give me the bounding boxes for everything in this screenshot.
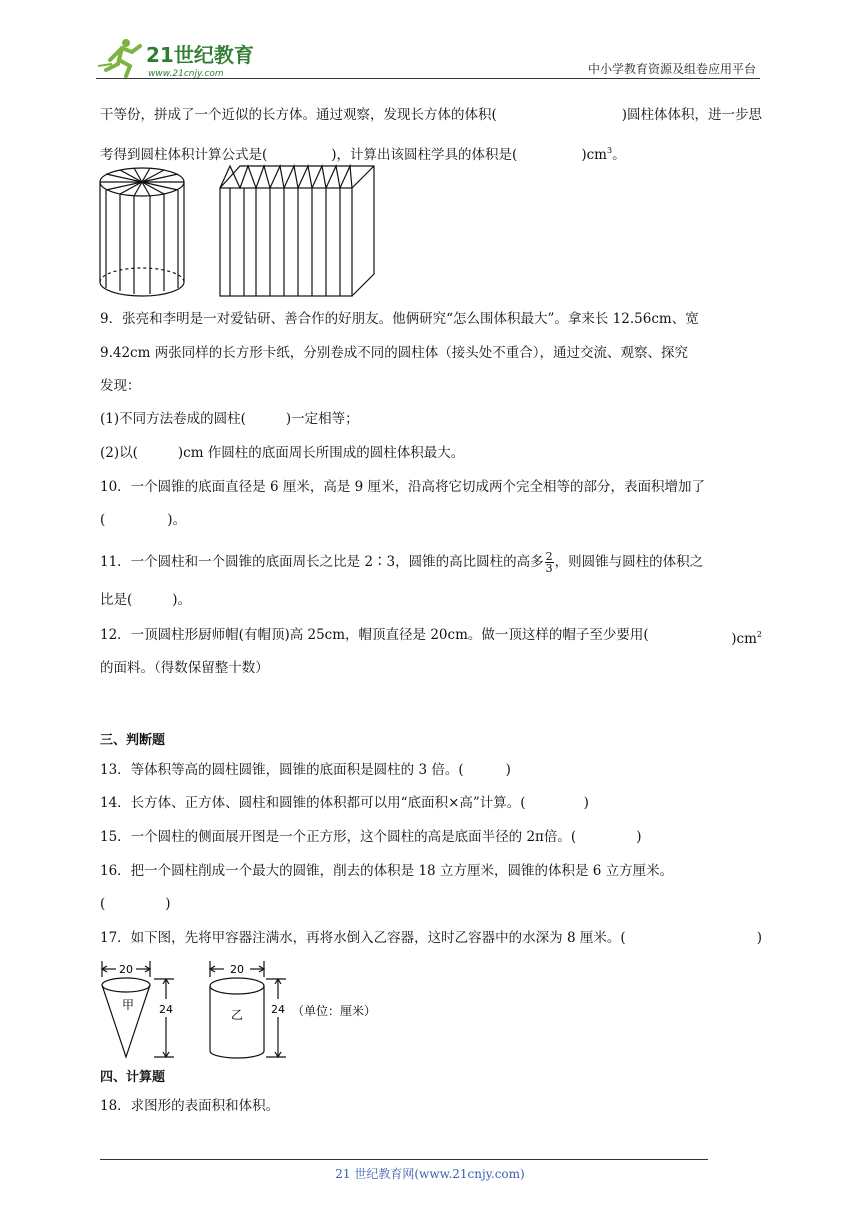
header-divider xyxy=(96,78,760,79)
q16-line1: 16．把一个圆柱削成一个最大的圆锥，削去的体积是 18 立方厘米，圆锥的体积是 6 立方厘米。 xyxy=(100,863,674,879)
q9-line3: 发现： xyxy=(100,378,141,394)
q12-line1: 12．一顶圆柱形厨师帽(有帽顶)高 25cm，帽顶直径是 20cm。做一顶这样的帽子至少要用( )$cm^2$ xyxy=(100,627,762,647)
q10-line2: ( )。 xyxy=(100,512,187,528)
q11-line2: 比是( )。 xyxy=(100,592,192,608)
svg-text:24: 24 xyxy=(159,1003,173,1016)
q9-sub1: (1)不同方法卷成的圆柱( )一定相等； xyxy=(100,411,359,427)
q18: 18．求图形的表面积和体积。 xyxy=(100,1098,280,1114)
q9-line2: 9.42cm 两张同样的长方形卡纸，分别卷成不同的圆柱体（接头处不重合），通过交流、观察、探究 xyxy=(100,345,688,361)
footer-divider xyxy=(100,1159,708,1160)
section-calculation-title: 四、计算题 xyxy=(100,1070,166,1085)
q16-line2: ( ) xyxy=(100,896,171,912)
q12-line2: 的面料。（得数保留整十数） xyxy=(100,660,269,676)
svg-text:乙: 乙 xyxy=(230,1008,244,1022)
site-logo xyxy=(96,36,266,80)
svg-text:www.21cnjy.com: www.21cnjy.com xyxy=(148,69,224,79)
q10-line1: 10．一个圆锥的底面直径是 6 厘米，高是 9 厘米，沿高将它切成两个完全相等的部分，表面积增加了 xyxy=(100,479,706,495)
runner-icon xyxy=(98,39,140,76)
cylinder-to-cuboid-figure xyxy=(96,160,386,300)
svg-text:21世纪教育: 21世纪教育 xyxy=(146,43,254,67)
q14: 14．长方体、正方体、圆柱和圆锥的体积都可以用“底面积×高”计算。( ) xyxy=(100,795,589,811)
svg-text:24: 24 xyxy=(271,1003,285,1016)
section-judgement-title: 三、判断题 xyxy=(100,733,166,748)
svg-text:20: 20 xyxy=(230,963,244,976)
q8-line1: 干等份，拼成了一个近似的长方体。通过观察，发现长方体的体积( )圆柱体体积，进一步思 xyxy=(100,107,762,123)
platform-name: 中小学教育资源及组卷应用平台 xyxy=(587,62,756,76)
svg-text:20: 20 xyxy=(119,963,133,976)
q17: 17．如下图，先将甲容器注满水，再将水倒入乙容器，这时乙容器中的水深为 8 厘米。( ) xyxy=(100,930,762,946)
footer-link[interactable]: 21 世纪教育网(www.21cnjy.com) xyxy=(335,1167,525,1181)
q11-line1: 11．一个圆柱和一个圆锥的底面周长之比是 2∶3，圆锥的高比圆柱的高多 $\frac{2}{3}$ ，则圆锥与圆柱的体积之 xyxy=(100,550,704,575)
fraction: $\frac{2}{3}$ xyxy=(545,550,553,575)
q13: 13．等体积等高的圆柱圆锥，圆锥的底面积是圆柱的 3 倍。( ) xyxy=(100,762,511,778)
cone-cylinder-figure xyxy=(96,957,406,1062)
q9-sub2: (2)以( )cm 作圆柱的底面周长所围成的圆柱体积最大。 xyxy=(100,445,465,461)
q15: 15．一个圆柱的侧面展开图是一个正方形，这个圆柱的高是底面半径的 2π倍。( ) xyxy=(100,829,642,845)
q8-line2: 考得到圆柱体积计算公式是( )，计算出该圆柱学具的体积是( )$cm^3$。 xyxy=(100,146,626,163)
svg-text:（单位：厘米）: （单位：厘米） xyxy=(292,1004,377,1018)
svg-text:甲: 甲 xyxy=(121,998,135,1012)
q9-line1: 9．张亮和李明是一对爱钻研、善合作的好朋友。他俩研究“怎么围体积最大”。拿来长 12.56cm、宽 xyxy=(100,311,699,327)
